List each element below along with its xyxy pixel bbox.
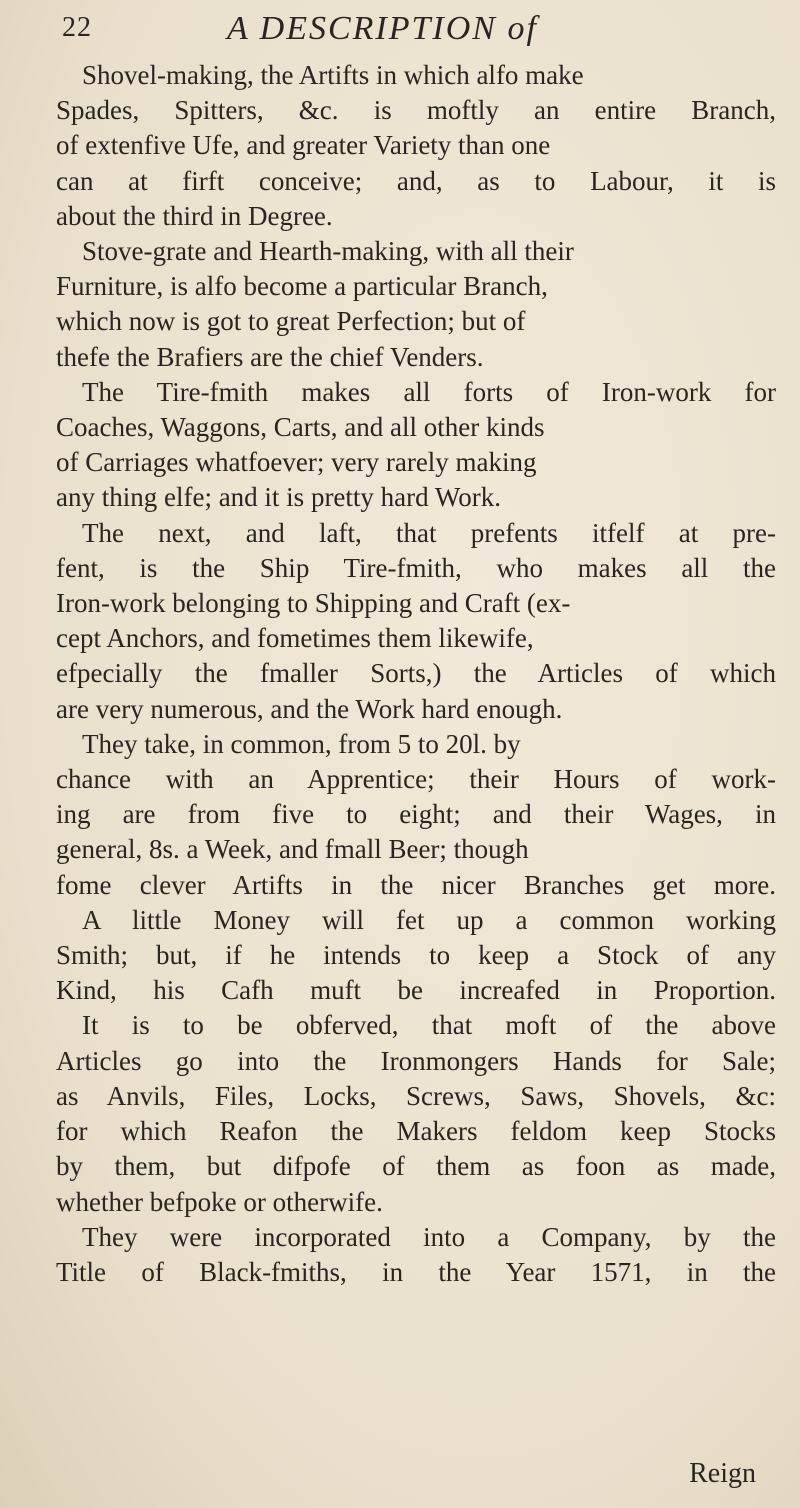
- text-line: whether befpoke or otherwife.: [56, 1186, 383, 1217]
- text-line: by them, but difpofe of them as foon as made,: [56, 1151, 776, 1182]
- text-line: which now is got to great Perfection; but of: [56, 306, 526, 337]
- text-line: are very numerous, and the Work hard enough.: [56, 693, 563, 724]
- text-line: chance with an Apprentice; their Hours of work-: [56, 764, 776, 795]
- text-line: of Carriages whatfoever; very rarely making: [56, 447, 537, 478]
- text-line: They were incorporated into a Company, by the: [82, 1221, 776, 1252]
- text-line: thefe the Brafiers are the chief Venders.: [56, 341, 484, 372]
- catchword: Reign: [689, 1458, 756, 1489]
- text-line: cept Anchors, and fometimes them likewife,: [56, 623, 534, 654]
- text-line: about the third in Degree.: [56, 200, 333, 231]
- text-line: The Tire-fmith makes all forts of Iron-work for: [82, 376, 776, 407]
- text-line: fome clever Artifts in the nicer Branches get more.: [56, 869, 776, 900]
- body-text: [56, 58, 776, 1290]
- text-line: any thing elfe; and it is pretty hard Work.: [56, 482, 501, 513]
- text-line: Smith; but, if he intends to keep a Stock of any: [56, 940, 776, 971]
- text-line: Title of Black-fmiths, in the Year 1571, in the: [56, 1256, 776, 1287]
- page-number: 22: [62, 12, 92, 43]
- text-line: can at firft conceive; and, as to Labour, it is: [56, 165, 776, 196]
- text-line: for which Reafon the Makers feldom keep Stocks: [56, 1116, 776, 1147]
- text-line: efpecially the fmaller Sorts,) the Articles of which: [56, 658, 776, 689]
- text-line: Iron-work belonging to Shipping and Craft (ex-: [56, 588, 571, 619]
- text-line: Shovel-making, the Artifts in which alfo make: [82, 60, 584, 90]
- text-line: Articles go into the Ironmongers Hands for Sale;: [56, 1045, 776, 1076]
- text-line: of extenfive Ufe, and greater Variety than one: [56, 130, 551, 161]
- page-header: [62, 10, 760, 54]
- text-line: Furniture, is alfo become a particular Branch,: [56, 271, 548, 302]
- running-title: A DESCRIPTION of: [227, 10, 538, 47]
- text-line: general, 8s. a Week, and fmall Beer; though: [56, 834, 529, 865]
- text-line: The next, and laft, that prefents itfelf at pre-: [82, 517, 776, 548]
- text-line: fent, is the Ship Tire-fmith, who makes all the: [56, 552, 776, 583]
- text-line: Kind, his Cafh muft be increafed in Proportion.: [56, 975, 776, 1006]
- text-line: Stove-grate and Hearth-making, with all their: [82, 236, 574, 267]
- text-line: A little Money will fet up a common working: [82, 904, 776, 935]
- text-line: They take, in common, from 5 to 20l. by: [82, 728, 521, 759]
- text-line: ing are from five to eight; and their Wages, in: [56, 799, 776, 830]
- text-line: Coaches, Waggons, Carts, and all other kinds: [56, 412, 545, 443]
- text-line: as Anvils, Files, Locks, Screws, Saws, Shovels, &c:: [56, 1080, 776, 1111]
- text-line: Spades, Spitters, &c. is moftly an entire Branch,: [56, 95, 776, 126]
- text-line: It is to be obferved, that moft of the above: [82, 1010, 776, 1041]
